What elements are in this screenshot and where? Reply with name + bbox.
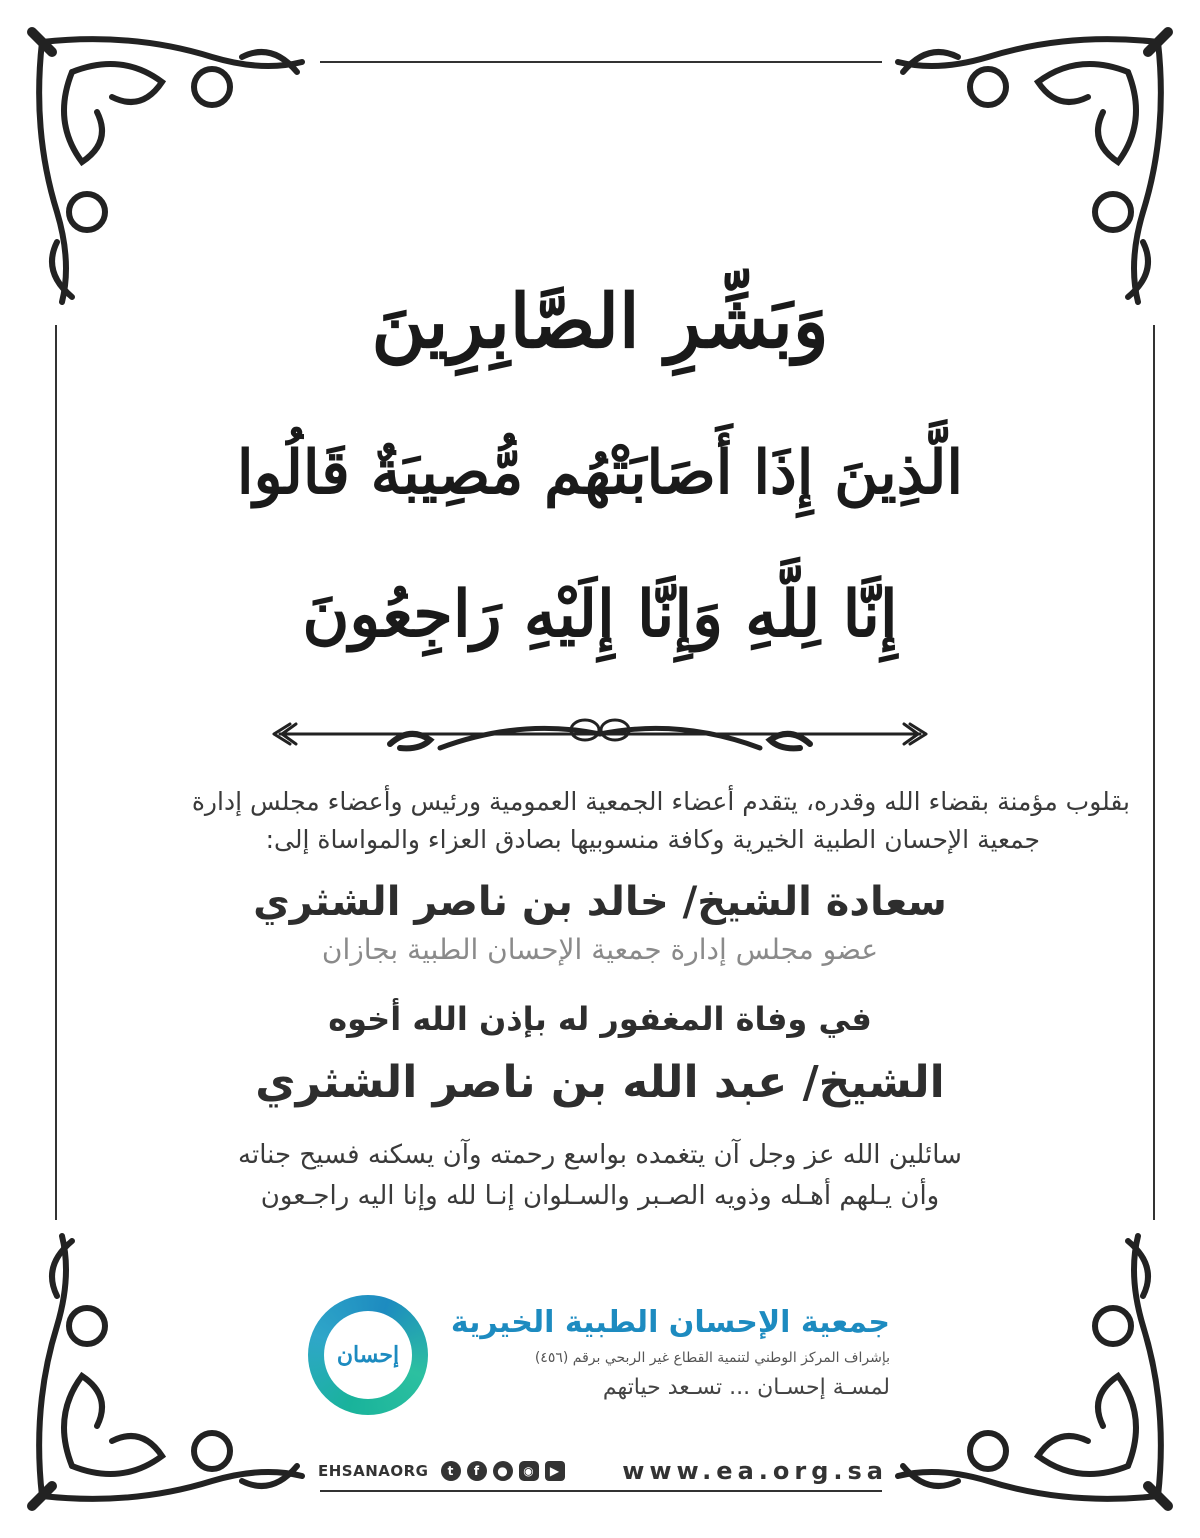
intro-line-2: جمعية الإحسان الطبية الخيرية وكافة منسوبيها بصادق العزاء والمواساة إلى: [265, 825, 1040, 854]
organization-logo [300, 1295, 900, 1425]
footer [318, 1455, 888, 1495]
logo-org-name: جمعية الإحسان الطبية الخيرية [450, 1305, 890, 1340]
facebook-icon[interactable]: f [467, 1461, 487, 1481]
ornamental-divider [270, 712, 930, 752]
intro-line-1: بقلوب مؤمنة بقضاء الله وقدره، يتقدم أعضاء الجمعية العمومية ورئيس وأعضاء مجلس إدارة [191, 787, 1130, 816]
corner-ornament-bottom-left [12, 1226, 312, 1526]
twitter-icon[interactable]: t [441, 1461, 461, 1481]
social-handle[interactable]: EHSANAORG [318, 1462, 429, 1480]
verse-line-3: إِنَّا لِلَّهِ وَإِنَّا إِلَيْهِ رَاجِعُونَ [302, 577, 898, 652]
website-link[interactable]: www.ea.org.sa [622, 1457, 888, 1485]
prayer-line-1: سائلين الله عز وجل آن يتغمده بواسع رحمته وآن يسكنه فسيح جناته [238, 1140, 962, 1170]
snapchat-icon[interactable]: ● [493, 1461, 513, 1481]
logo-emblem-text: إحسان [336, 1342, 400, 1368]
logo-supervision: بإشراف المركز الوطني لتنمية القطاع غير الربحي برقم (٤٥٦) [534, 1350, 890, 1366]
instagram-icon[interactable]: ◉ [519, 1461, 539, 1481]
recipient-title: عضو مجلس إدارة جمعية الإحسان الطبية بجازان [321, 933, 879, 966]
top-border-line [320, 61, 882, 63]
recipient-name: سعادة الشيخ/ خالد بن ناصر الشثري [253, 879, 947, 925]
verse-line-1: وَبَشِّرِ الصَّابِرِينَ [371, 279, 829, 365]
corner-ornament-bottom-right [888, 1226, 1188, 1526]
verse-line-2: الَّذِينَ إِذَا أَصَابَتْهُم مُّصِيبَةٌ قَالُوا [236, 438, 964, 508]
youtube-icon[interactable]: ▶ [545, 1461, 565, 1481]
deceased-intro: في وفاة المغفور له بإذن الله أخوه [328, 1000, 872, 1038]
logo-slogan: لمسـة إحسـان ... تسـعد حياتهم [602, 1375, 890, 1400]
deceased-name: الشيخ/ عبد الله بن ناصر الشثري [255, 1057, 945, 1108]
logo-emblem [308, 1295, 428, 1415]
prayer-line-2: وأن يـلهم أهـله وذويه الصـبر والسـلوان إنـا لله وإنا اليه راجـعون [260, 1181, 940, 1211]
social-links [318, 1461, 565, 1481]
